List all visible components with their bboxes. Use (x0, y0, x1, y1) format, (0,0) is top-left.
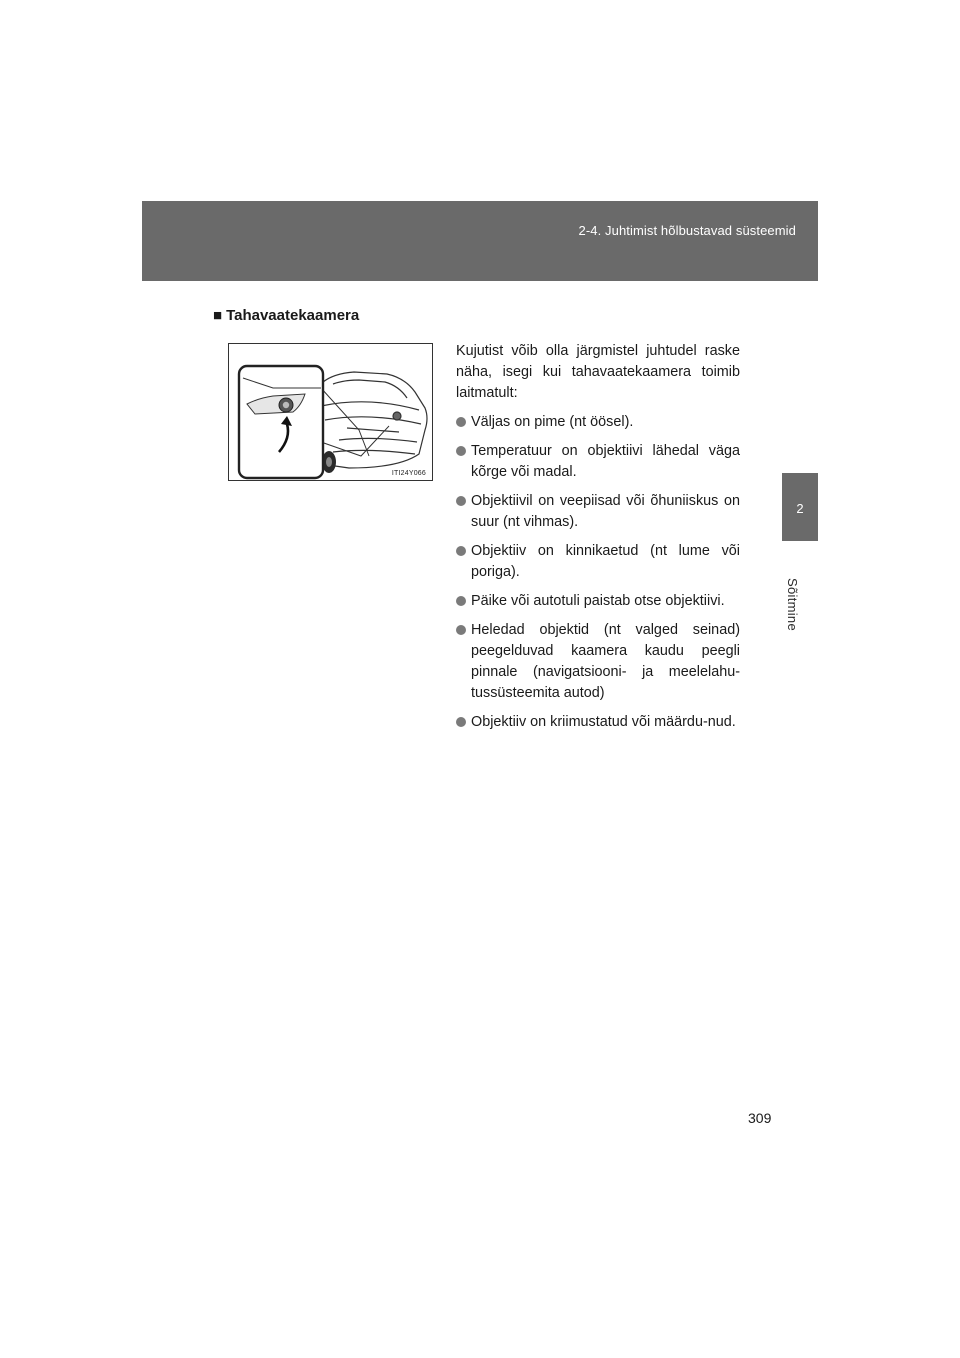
list-item: Väljas on pime (nt öösel). (456, 412, 740, 433)
figure-code: ITI24Y066 (391, 470, 426, 477)
chapter-side-label: Sõitmine (785, 578, 800, 631)
condition-list (456, 412, 740, 733)
bullet-dot-icon (456, 546, 466, 556)
chapter-number: 2 (796, 501, 804, 516)
list-item: Temperatuur on objektiivi lähedal väga kõrge või madal. (456, 441, 740, 483)
list-item: Objektiiv on kriimustatud või määrdu-nud. (456, 712, 740, 733)
list-item: Heledad objektid (nt valged seinad) peegelduvad kaamera kaudu peegli pinnale (navigatsiooni- ja meelelahu-tussüsteemita autod) (456, 620, 740, 704)
section-marker: ■ (213, 307, 223, 324)
section-heading (213, 307, 359, 324)
bullet-dot-icon (456, 496, 466, 506)
bullet-dot-icon (456, 625, 466, 635)
bullet-dot-icon (456, 446, 466, 456)
list-item: Objektiivil on veepiisad või õhuniiskus on suur (nt vihmas). (456, 491, 740, 533)
chapter-side-tab (782, 473, 818, 541)
bullet-dot-icon (456, 417, 466, 427)
chapter-header-bar (142, 201, 818, 281)
rear-camera-illustration (228, 343, 433, 481)
car-rear-illustration (229, 344, 432, 480)
intro-paragraph: Kujutist võib olla järgmistel juhtudel raske näha, isegi kui tahavaatekaamera toimib laitmatult: (456, 343, 740, 401)
list-item: Päike või autotuli paistab otse objektiivi. (456, 591, 740, 612)
section-title: Tahavaatekaamera (226, 307, 360, 324)
page-number: 309 (748, 1110, 772, 1126)
chapter-breadcrumb: 2-4. Juhtimist hõlbustavad süsteemid (578, 223, 796, 238)
bullet-dot-icon (456, 596, 466, 606)
content-column (456, 341, 740, 741)
bullet-dot-icon (456, 717, 466, 727)
list-item: Objektiiv on kinnikaetud (nt lume või poriga). (456, 541, 740, 583)
